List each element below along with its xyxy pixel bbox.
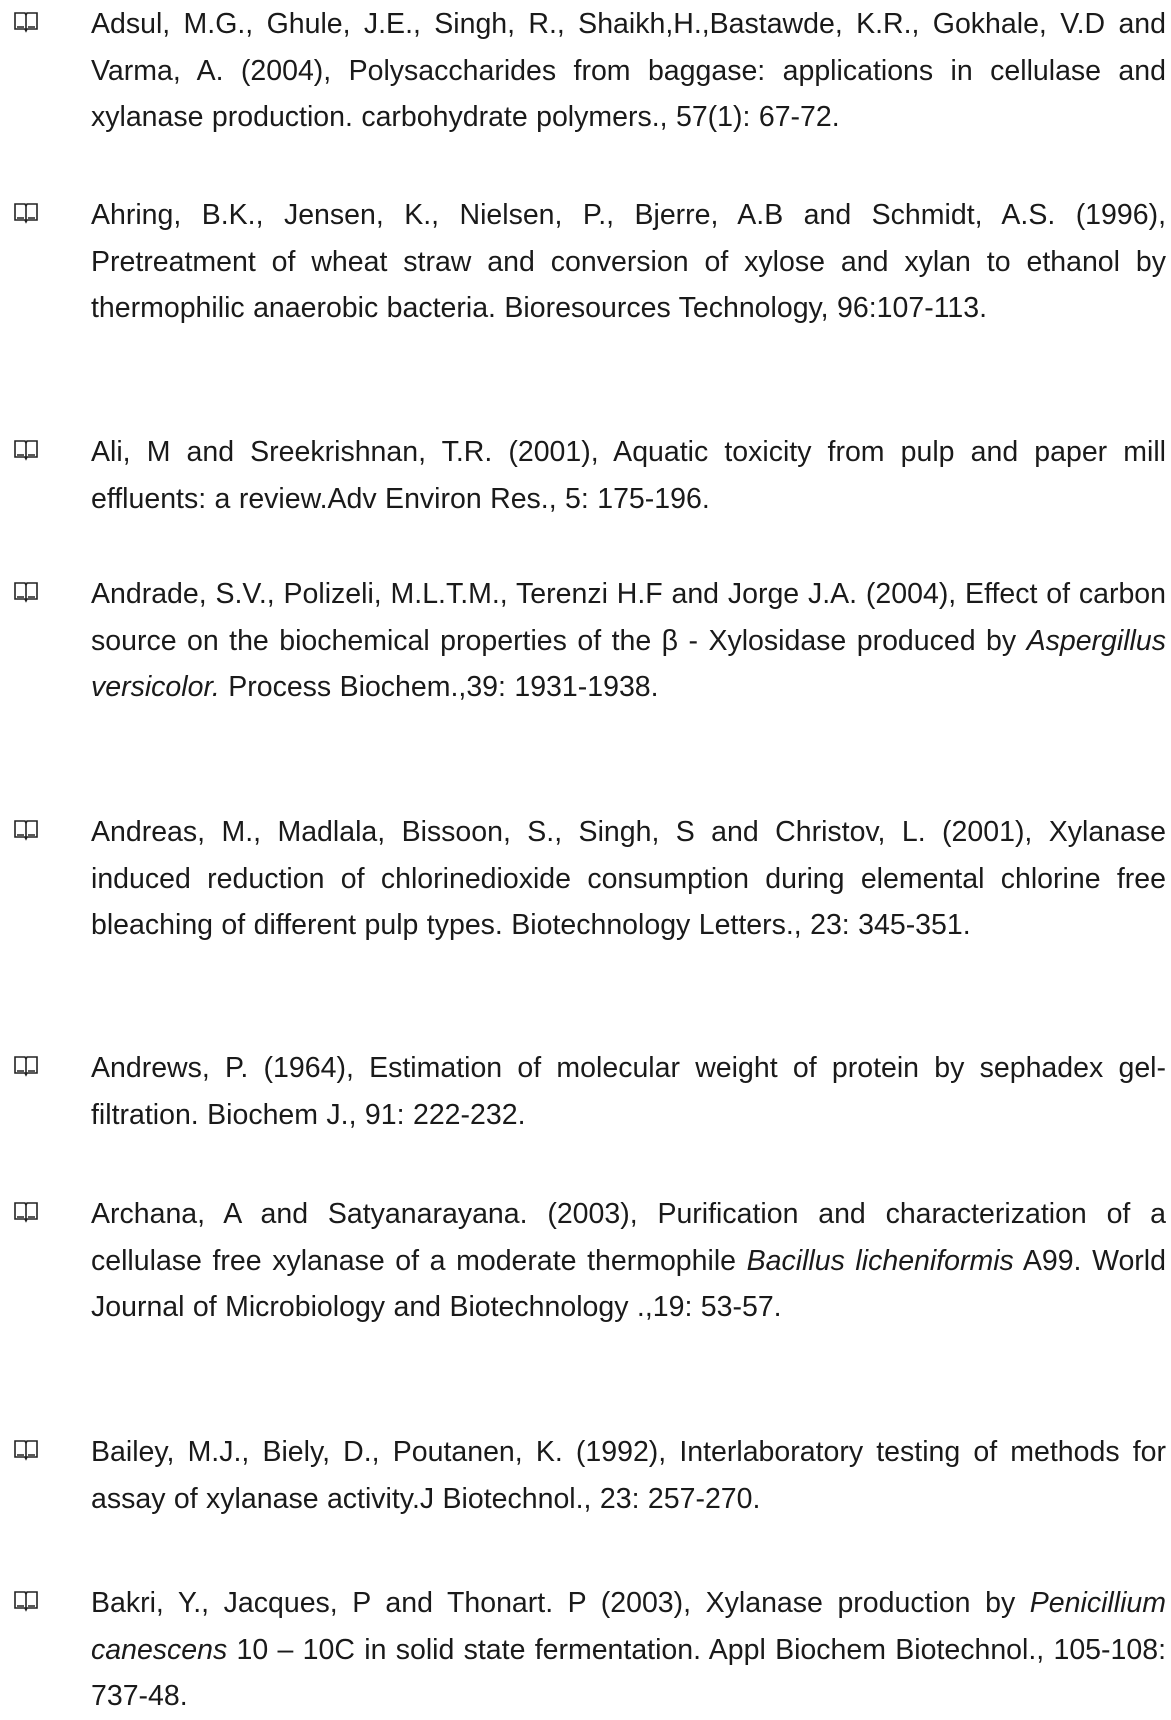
reference-segment: Bakri, Y., Jacques, P and Thonart. P (2003), Xylanase production by (91, 1587, 1030, 1619)
reference-segment: Ahring, B.K., Jensen, K., Nielsen, P., Bjerre, A.B and Schmidt, A.S. (1996), Pretreatment of wheat straw and conversion of xylose and xylan to ethanol by thermophilic anaerobic bacteria. Bioresources Technology, 96:107-113. (91, 199, 1166, 324)
book-icon (12, 818, 40, 842)
reference-segment: Andreas, M., Madlala, Bissoon, S., Singh, S and Christov, L. (2001), Xylanase induced reduction of chlorinedioxide consumption during elemental chlorine free bleaching of different pulp types. Biotechnology Letters., 23: 345-351. (91, 816, 1166, 941)
reference-text (91, 1, 1166, 141)
reference-segment: Andrade, S.V., Polizeli, M.L.T.M., Terenzi H.F and Jorge J.A. (2004), Effect of carbon source on the biochemical properties of the β - Xylosidase produced by (91, 578, 1166, 657)
book-icon (12, 1438, 40, 1462)
reference-text (91, 1191, 1166, 1331)
reference-text (91, 429, 1166, 522)
reference-segment: Archana, A and Satyanarayana. (2003), Purification and characterization of a cellulase free xylanase of a moderate thermophile (91, 1198, 1166, 1277)
book-icon (12, 1200, 40, 1224)
reference-text (91, 809, 1166, 949)
reference-text (91, 1045, 1166, 1138)
reference-species-italic: Bacillus licheniformis (746, 1244, 1014, 1277)
book-icon (12, 438, 40, 462)
book-icon (12, 580, 40, 604)
reference-species-italic: Aspergillus versicolor. (91, 624, 1166, 703)
book-icon (12, 201, 40, 225)
reference-species-italic: Penicillium canescens (91, 1587, 1166, 1666)
reference-segment: Andrews, P. (1964), Estimation of molecular weight of protein by sephadex gel-filtration. Biochem J., 91: 222-232. (91, 1052, 1166, 1131)
reference-segment: Adsul, M.G., Ghule, J.E., Singh, R., Shaikh,H.,Bastawde, K.R., Gokhale, V.D and Varma, A. (2004), Polysaccharides from baggase: applications in cellulase and xylanase production. carbohydrate polymers., 57(1): 67-72. (91, 8, 1166, 133)
reference-segment: Process Biochem.,39: 1931-1938. (219, 671, 659, 703)
book-icon (12, 10, 40, 34)
reference-segment: Bailey, M.J., Biely, D., Poutanen, K. (1992), Interlaboratory testing of methods for assay of xylanase activity.J Biotechnol., 23: 257-270. (91, 1436, 1166, 1515)
reference-text (91, 1580, 1166, 1720)
reference-segment: 10 – 10C in solid state fermentation. Appl Biochem Biotechnol., 105-108: 737-48. (91, 1633, 1166, 1712)
reference-text (91, 571, 1166, 711)
book-icon (12, 1054, 40, 1078)
reference-segment: Ali, M and Sreekrishnan, T.R. (2001), Aquatic toxicity from pulp and paper mill effluents: a review.Adv Environ Res., 5: 175-196. (91, 436, 1166, 515)
reference-text (91, 192, 1166, 332)
book-icon (12, 1589, 40, 1613)
reference-text (91, 1429, 1166, 1522)
reference-segment: A99. World Journal of Microbiology and Biotechnology .,19: 53-57. (91, 1244, 1166, 1323)
